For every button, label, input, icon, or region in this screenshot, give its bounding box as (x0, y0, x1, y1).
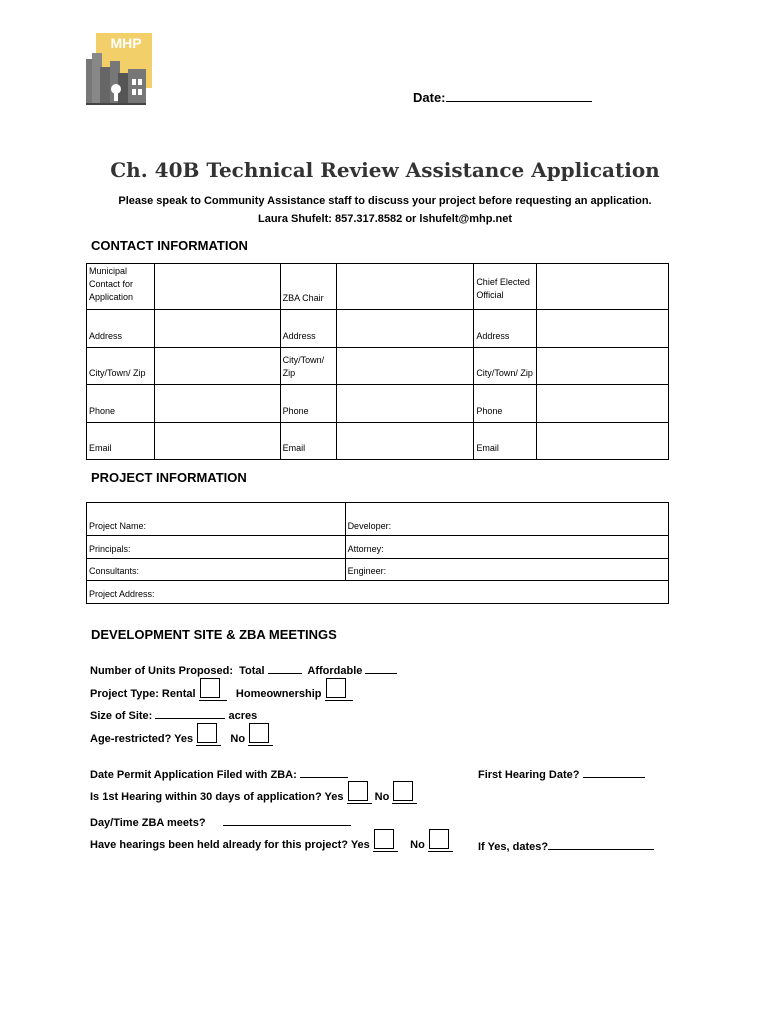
table-row (87, 503, 669, 536)
phone-label-2: Phone (280, 385, 336, 423)
mhp-logo (86, 33, 152, 105)
development-heading: DEVELOPMENT SITE & ZBA MEETINGS (91, 627, 337, 642)
total-field[interactable] (268, 663, 302, 674)
chief-elected-label: Chief Elected Official (474, 264, 537, 310)
if-yes-row (478, 839, 654, 853)
page-title: Ch. 40B Technical Review Assistance Application (110, 158, 660, 182)
project-type-label: Project Type: Rental (90, 688, 196, 700)
age-yes-checkbox[interactable] (197, 723, 217, 743)
project-heading: PROJECT INFORMATION (91, 470, 247, 485)
city-field-2[interactable] (336, 348, 474, 385)
table-row (87, 348, 669, 385)
email-field-3[interactable] (537, 423, 669, 460)
table-row (87, 559, 669, 581)
municipal-contact-label: Municipal Contact for Application (87, 264, 155, 310)
within30-row (90, 783, 417, 804)
phone-label-3: Phone (474, 385, 537, 423)
address-label-2: Address (280, 310, 336, 348)
within30-label: Is 1st Hearing within 30 days of application? Yes (90, 791, 344, 803)
city-field-3[interactable] (537, 348, 669, 385)
daytime-row (90, 815, 351, 829)
developer-field[interactable]: Developer: (345, 503, 668, 536)
chief-elected-field[interactable] (537, 264, 669, 310)
phone-field-3[interactable] (537, 385, 669, 423)
phone-label-1: Phone (87, 385, 155, 423)
age-label: Age-restricted? Yes (90, 733, 194, 745)
permit-label: Date Permit Application Filed with ZBA: (90, 769, 297, 781)
homeownership-label: Homeownership (235, 688, 322, 700)
permit-row (90, 767, 348, 781)
project-type-row (90, 680, 353, 701)
age-row (90, 725, 273, 746)
zba-chair-label: ZBA Chair (280, 264, 336, 310)
project-name-field[interactable]: Project Name: (87, 503, 346, 536)
age-no-checkbox[interactable] (249, 723, 269, 743)
date-label: Date: (413, 90, 446, 105)
consultants-field[interactable]: Consultants: (87, 559, 346, 581)
within30-no-checkbox[interactable] (393, 781, 413, 801)
municipal-contact-field[interactable] (154, 264, 280, 310)
contact-table (86, 263, 669, 460)
size-field[interactable] (155, 708, 225, 719)
rental-checkbox[interactable] (200, 678, 220, 698)
size-row (90, 708, 257, 722)
table-row (87, 385, 669, 423)
phone-field-2[interactable] (336, 385, 474, 423)
address-label-1: Address (87, 310, 155, 348)
if-yes-dates-field[interactable] (548, 839, 654, 850)
zba-chair-field[interactable] (336, 264, 474, 310)
homeownership-checkbox[interactable] (326, 678, 346, 698)
age-no-label: No (230, 733, 246, 745)
units-label: Number of Units Proposed: (90, 665, 234, 677)
email-field-2[interactable] (336, 423, 474, 460)
contact-heading: CONTACT INFORMATION (91, 238, 248, 253)
engineer-field[interactable]: Engineer: (345, 559, 668, 581)
principals-field[interactable]: Principals: (87, 536, 346, 559)
held-row (90, 831, 453, 852)
attorney-field[interactable]: Attorney: (345, 536, 668, 559)
units-row (90, 663, 397, 677)
address-label-3: Address (474, 310, 537, 348)
table-row (87, 423, 669, 460)
held-no-checkbox[interactable] (429, 829, 449, 849)
held-no-label: No (410, 839, 425, 851)
held-yes-checkbox[interactable] (374, 829, 394, 849)
city-field-1[interactable] (154, 348, 280, 385)
daytime-field[interactable] (223, 815, 351, 826)
date-line (413, 90, 592, 105)
project-address-field[interactable]: Project Address: (87, 581, 669, 604)
affordable-label: Affordable (307, 665, 363, 677)
permit-date-field[interactable] (300, 767, 348, 778)
email-field-1[interactable] (154, 423, 280, 460)
logo-text: MHP (110, 35, 142, 51)
city-label-3: City/Town/ Zip (474, 348, 537, 385)
intro-line-2: Laura Shufelt: 857.317.8582 or lshufelt@mhp.net (257, 213, 513, 225)
intro-line-1: Please speak to Community Assistance staff to discuss your project before requesting an application. (118, 195, 652, 207)
affordable-field[interactable] (365, 663, 397, 674)
table-row (87, 264, 669, 310)
address-field-2[interactable] (336, 310, 474, 348)
within30-no-label: No (374, 791, 390, 803)
total-label: Total (239, 665, 265, 677)
within30-yes-checkbox[interactable] (348, 781, 368, 801)
city-label-1: City/Town/ Zip (87, 348, 155, 385)
date-field[interactable] (446, 90, 592, 102)
daytime-label: Day/Time ZBA meets? (90, 817, 206, 829)
held-label: Have hearings been held already for this project? Yes (90, 839, 370, 851)
acres-label: acres (228, 710, 258, 722)
phone-field-1[interactable] (154, 385, 280, 423)
email-label-1: Email (87, 423, 155, 460)
address-field-3[interactable] (537, 310, 669, 348)
first-hearing-row (478, 767, 645, 781)
size-label: Size of Site: (90, 710, 153, 722)
address-field-1[interactable] (154, 310, 280, 348)
table-row (87, 581, 669, 604)
table-row (87, 536, 669, 559)
city-label-2: City/Town/ Zip (280, 348, 336, 385)
email-label-3: Email (474, 423, 537, 460)
email-label-2: Email (280, 423, 336, 460)
project-table (86, 502, 669, 604)
if-yes-label: If Yes, dates? (478, 841, 549, 853)
first-hearing-field[interactable] (583, 767, 645, 778)
mhp-city-logo-icon (86, 33, 152, 105)
table-row (87, 310, 669, 348)
first-hearing-label: First Hearing Date? (478, 769, 580, 781)
